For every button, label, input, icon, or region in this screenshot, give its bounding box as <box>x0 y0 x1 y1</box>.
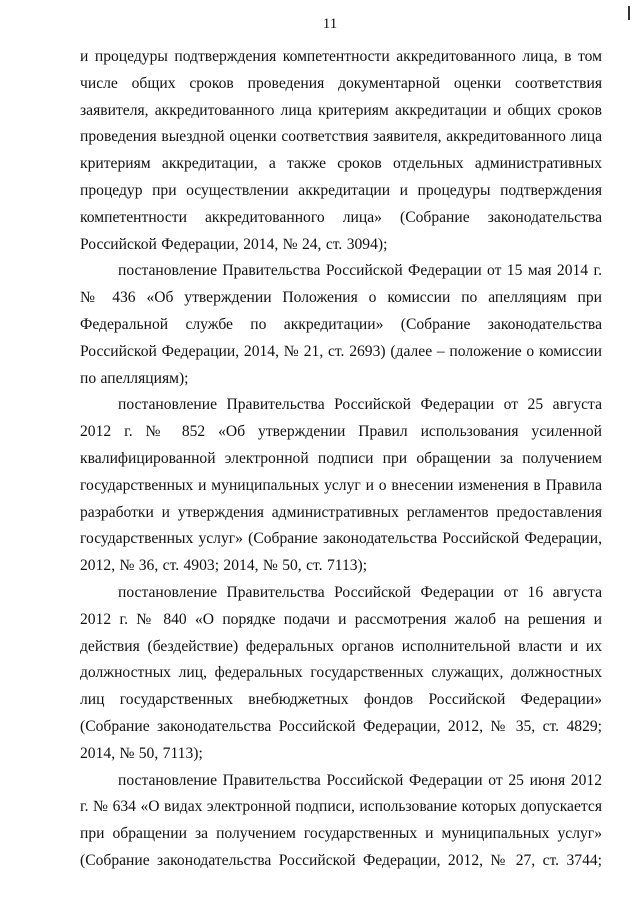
paragraph-decree-852: постановление Правительства Российской Федерации от 25 августа 2012 г. № 852 «Об утверждении Правил использования усиленной квалифицированной электронной подписи при обращении за получением государственных и муниципальных услуг и о внесении изменения в Правила разработки и утверждения административных регламентов предоставления государственных услуг» (Собрание законодательства Российской Федерации, 2012, № 36, ст. 4903; 2014, № 50, ст. 7113); <box>80 396 602 575</box>
paragraph-decree-436: постановление Правительства Российской Федерации от 15 мая 2014 г. № 436 «Об утверждении Положения о комиссии по апелляциям при Федеральной службе по аккредитации» (Собрание законодательства Российской Федерации, 2014, № 21, ст. 2693) (далее – положение о комиссии по апелляциям); <box>80 262 602 387</box>
paragraph-continuation: и процедуры подтверждения компетентности аккредитованного лица, в том числе общих сроков проведения документарной оценки соответствия заявителя, аккредитованного лица критериям аккредитации и общих сроков проведения выездной оценки соответствия заявителя, аккредитованного лица критериям аккредитации, а также сроков отдельных административных процедур при осуществлении аккредитации и процедуры подтверждения компетентности аккредитованного лица» (Собрание законодательства Российской Федерации, 2014, № 24, ст. 3094); <box>80 48 602 253</box>
paragraph-decree-634: постановление Правительства Российской Федерации от 25 июня 2012 г. № 634 «О видах электронной подписи, использование которых допускается при обращении за получением государственных и муниципальных услуг» (Собрание законодательства Российской Федерации, 2012, № 27, ст. 3744; <box>80 771 602 869</box>
paragraph-decree-840: постановление Правительства Российской Федерации от 16 августа 2012 г. № 840 «О порядке подачи и рассмотрения жалоб на решения и действия (бездействие) федеральных органов исполнительной власти и их должностных лиц, федеральных государственных служащих, должностных лиц государственных внебюджетных фондов Российской Федерации» (Собрание законодательства Российской Федерации, 2012, № 35, ст. 4829; 2014, № 50, 7113); <box>80 583 602 762</box>
page-number: 11 <box>322 16 338 32</box>
document-body <box>80 44 602 875</box>
